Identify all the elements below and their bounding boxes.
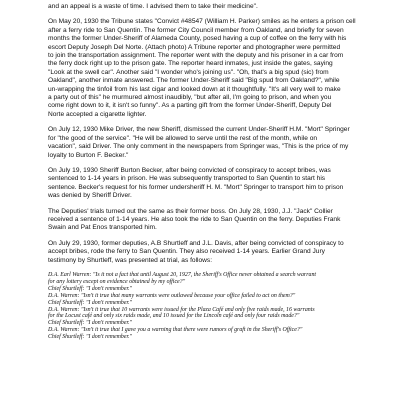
- paragraph-becker-sentence: On July 19, 1930 Sheriff Burton Becker, after being convicted of conspiracy to accept bribes, was sentenced to 1-14 years in prison. He was subsequently transported to San Quentin to start his sentence. Becker's request for his former undersheriff H. M. "Mort" Springer to transport him to prison was denied by Sheriff Driver.: [48, 166, 344, 200]
- transcript-line: D.A. Earl Warren: "Is it not a fact that until August 20, 1927, the Sheriff's Office never obtained a search warrant: [48, 271, 317, 278]
- paragraph-shurtleff-davis: On July 29, 1930, former deputies, A.B Shurtleff and J.L. Davis, after being convicted of conspiracy to accept bribes, rode the ferry to San Quentin. They also received 1-14 years. Earlier Grand Jury testimony by Shurtleff, was presented at trial, as follows:: [48, 239, 344, 264]
- intro-text: and an appeal is a waste of time. I advised them to take their medicine".: [48, 3, 258, 10]
- transcript-line: Chief Shurtleff: "I don't remember.": [48, 299, 133, 306]
- transcript-line: Chief Shurtleff: "I don't remember.": [48, 334, 133, 341]
- paragraph-parker-transport: On May 20, 1930 the Tribune states "Convict #48547 (William H. Parker) smiles as he enters a prison cell after a ferry ride to San Quentin. The former City Council member from Oakland, and briefly for seven months the former Under-Sheriff of Alameda County, posed having a cup of coffee on the ferry with his escort Deputy Joseph Del Norte. (Attach photo) A Tribune reporter and photographer were permitted to join the transportation assignment. The reporter went with the deputy and his prisoner in a car from the ferry dock right up to the prison gate. The reporter heard inmates, just inside the gates, saying "Look at the swell car". Another said "I wonder who's joining us". "Oh, that's a big spud (sic) from Oakland", another inmate answered. The former Under-Sheriff said "Big spud from Oakland?", while un-wrapping the tinfoil from his last cigar and looked down at it thoughtfully. "It's all very well to make a party out of this" he murmured almost inaudibly, "but after all, I'm going to prison, and when you come right down to it, it isn't so funny". As a parting gift from the former Under-Sheriff, Deputy Del Norte accepted a cigarette lighter.: [48, 18, 356, 118]
- transcript-line: for any lottery except on evidence obtained by my office?": [48, 278, 186, 285]
- paragraph-collier-sentence: The Deputies' trials turned out the same as their former boss. On July 28, 1930, J.J. "Jack" Collier received a sentence of 1-14 years. He also took the ride to San Quentin on the ferry. Deputies Frank Swain and Pat Enos transported him.: [48, 207, 341, 232]
- transcript-line: D.A. Warren: "Isn't it true that I gave you a warning that there were rumors of graft in the Sheriff's Office?": [48, 327, 303, 334]
- transcript-line: D.A. Warren: "Isn't it true that many warrants were outlawed because your office failed to act on them?": [48, 292, 296, 299]
- transcript-line: Chief Shurtleff: "I don't remember.": [48, 285, 133, 292]
- transcript-line: for the Locust café and only six raids made, and 10 issued for the Lincoln café and only four raids made?": [48, 313, 300, 320]
- grand-jury-transcript: [48, 272, 378, 341]
- paragraph-springer-dismissal: On July 12, 1930 Mike Driver, the new Sheriff, dismissed the current Under-Sheriff H.M. "Mort" Springer for "the good of the service". "He will be allowed to serve until the rest of the month, while on vacation", said Driver. The only comment in the newspapers from Springer was, "This is the price of my loyalty to Burton F. Becker.": [48, 126, 350, 159]
- transcript-line: D.A. Warren: "Isn't it true that 10 warrants were issued for the Plaza Café and only five raids made, 16 warrants: [48, 306, 315, 313]
- transcript-line: Chief Shurtleff: "I don't remember.": [48, 320, 133, 327]
